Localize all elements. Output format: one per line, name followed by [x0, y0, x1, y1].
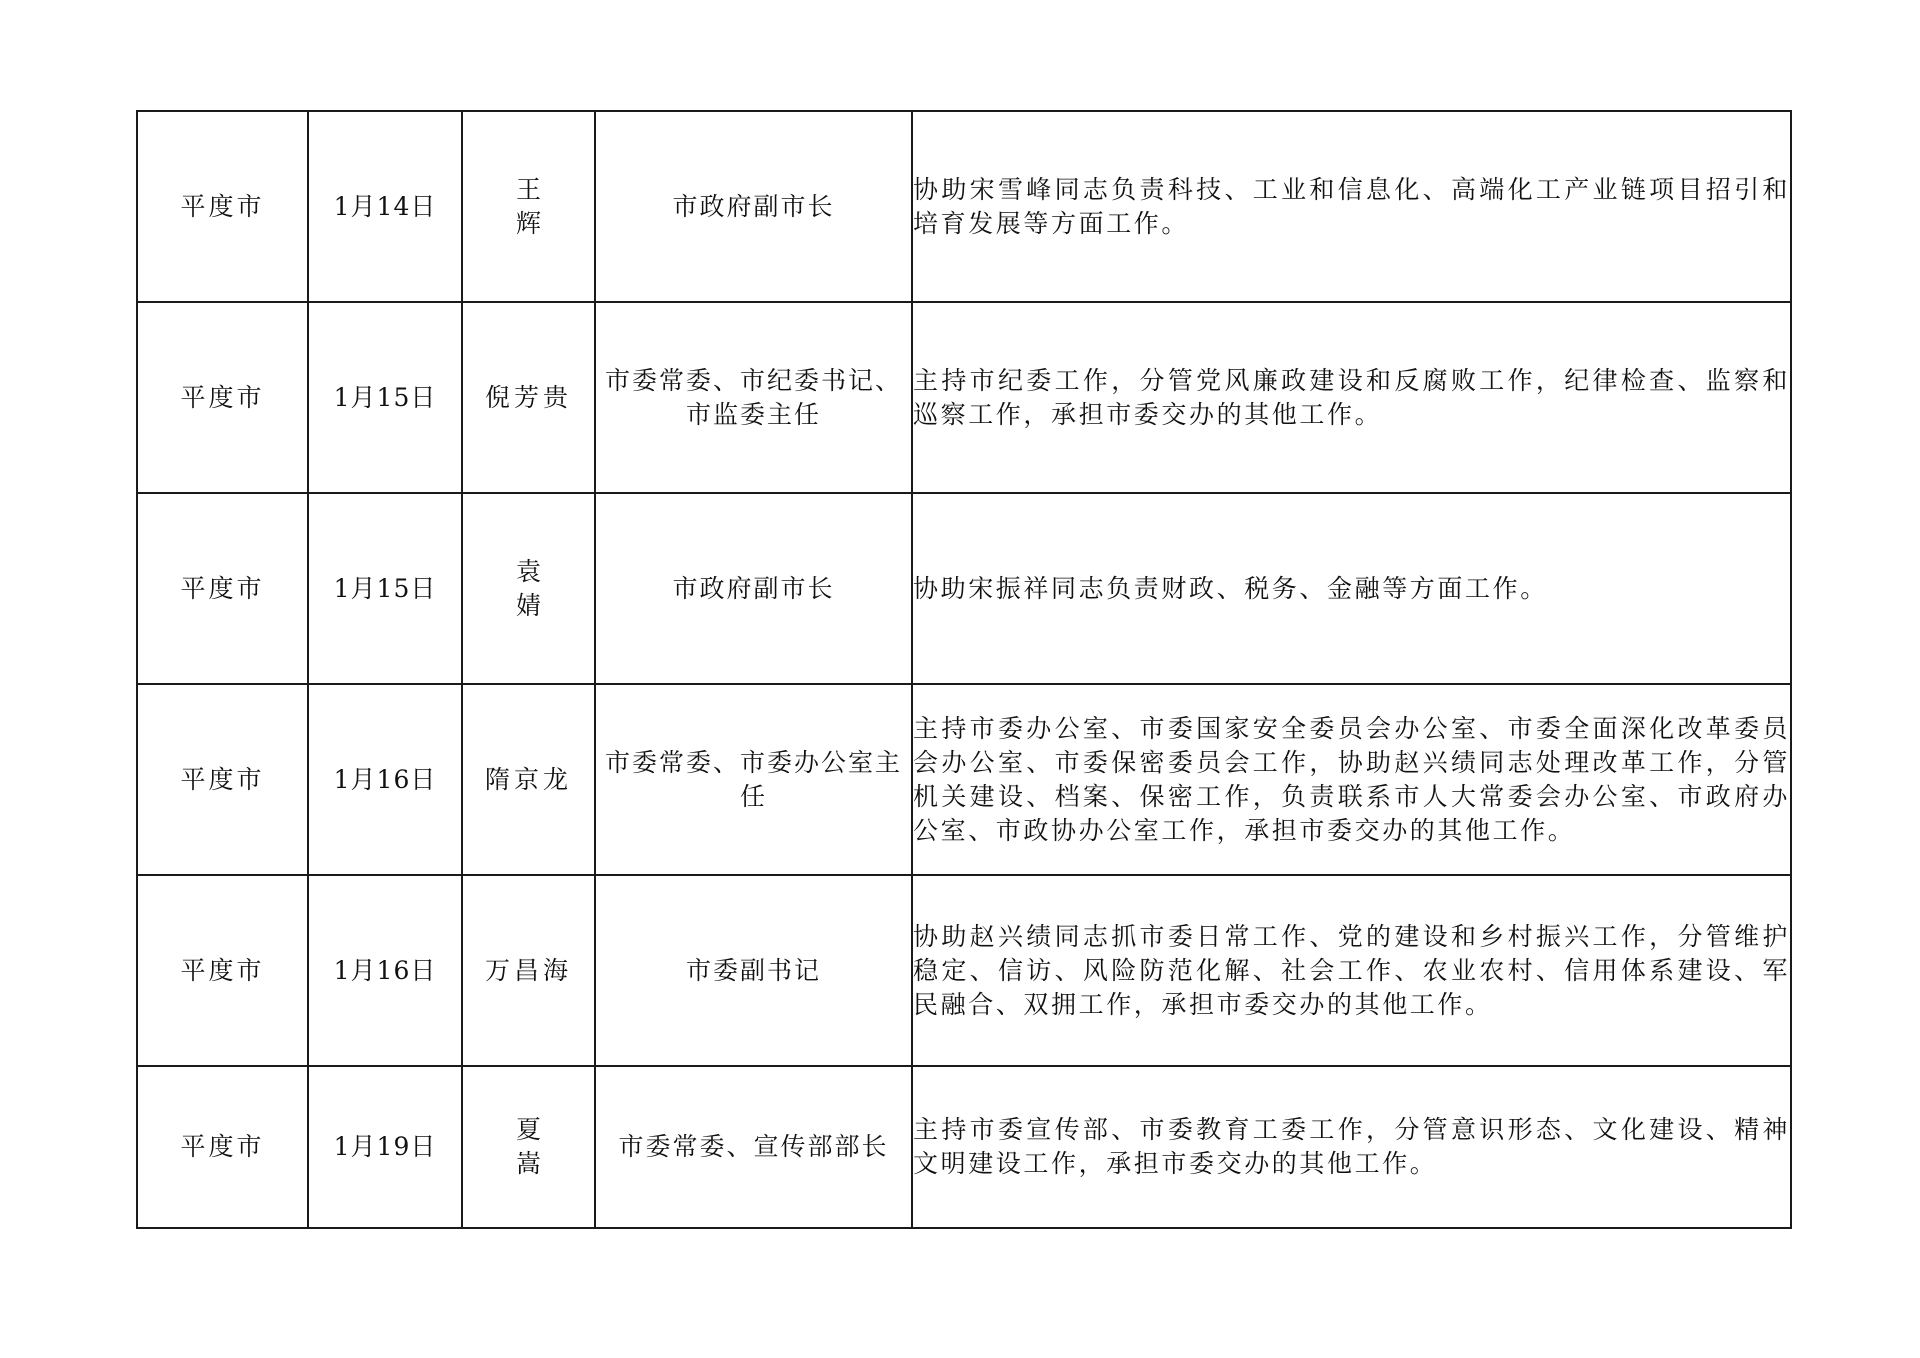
- table-row: [137, 684, 1791, 875]
- table-row: [137, 875, 1791, 1066]
- position-cell: 市委常委、市纪委书记、市监委主任: [595, 302, 912, 493]
- duties-cell: 主持市纪委工作，分管党风廉政建设和反腐败工作，纪律检查、监察和巡察工作，承担市委交办的其他工作。: [912, 302, 1791, 493]
- name-cell: 王 辉: [462, 111, 595, 302]
- date-cell: 1月14日: [308, 111, 462, 302]
- name-cell: 万昌海: [462, 875, 595, 1066]
- position-cell: 市委常委、市委办公室主任: [595, 684, 912, 875]
- position-cell: 市政府副市长: [595, 111, 912, 302]
- city-cell: 平度市: [137, 684, 308, 875]
- table-row: [137, 1066, 1791, 1228]
- position-cell: 市委常委、宣传部部长: [595, 1066, 912, 1228]
- position-cell: 市委副书记: [595, 875, 912, 1066]
- city-cell: 平度市: [137, 1066, 308, 1228]
- name-cell: 夏 嵩: [462, 1066, 595, 1228]
- table-row: [137, 302, 1791, 493]
- date-cell: 1月16日: [308, 875, 462, 1066]
- duties-cell: 主持市委宣传部、市委教育工委工作，分管意识形态、文化建设、精神文明建设工作，承担市委交办的其他工作。: [912, 1066, 1791, 1228]
- officials-table: [136, 110, 1792, 1229]
- date-cell: 1月16日: [308, 684, 462, 875]
- date-cell: 1月19日: [308, 1066, 462, 1228]
- duties-cell: 协助宋振祥同志负责财政、税务、金融等方面工作。: [912, 493, 1791, 684]
- city-cell: 平度市: [137, 111, 308, 302]
- table-row: [137, 493, 1791, 684]
- name-cell: 袁 婧: [462, 493, 595, 684]
- table-row: [137, 111, 1791, 302]
- city-cell: 平度市: [137, 875, 308, 1066]
- city-cell: 平度市: [137, 493, 308, 684]
- duties-cell: 主持市委办公室、市委国家安全委员会办公室、市委全面深化改革委员会办公室、市委保密委员会工作，协助赵兴绩同志处理改革工作，分管机关建设、档案、保密工作，负责联系市人大常委会办公室、市政府办公室、市政协办公室工作，承担市委交办的其他工作。: [912, 684, 1791, 875]
- name-cell: 倪芳贵: [462, 302, 595, 493]
- name-cell: 隋京龙: [462, 684, 595, 875]
- position-cell: 市政府副市长: [595, 493, 912, 684]
- duties-cell: 协助赵兴绩同志抓市委日常工作、党的建设和乡村振兴工作，分管维护稳定、信访、风险防范化解、社会工作、农业农村、信用体系建设、军民融合、双拥工作，承担市委交办的其他工作。: [912, 875, 1791, 1066]
- date-cell: 1月15日: [308, 493, 462, 684]
- date-cell: 1月15日: [308, 302, 462, 493]
- city-cell: 平度市: [137, 302, 308, 493]
- duties-cell: 协助宋雪峰同志负责科技、工业和信息化、高端化工产业链项目招引和培育发展等方面工作。: [912, 111, 1791, 302]
